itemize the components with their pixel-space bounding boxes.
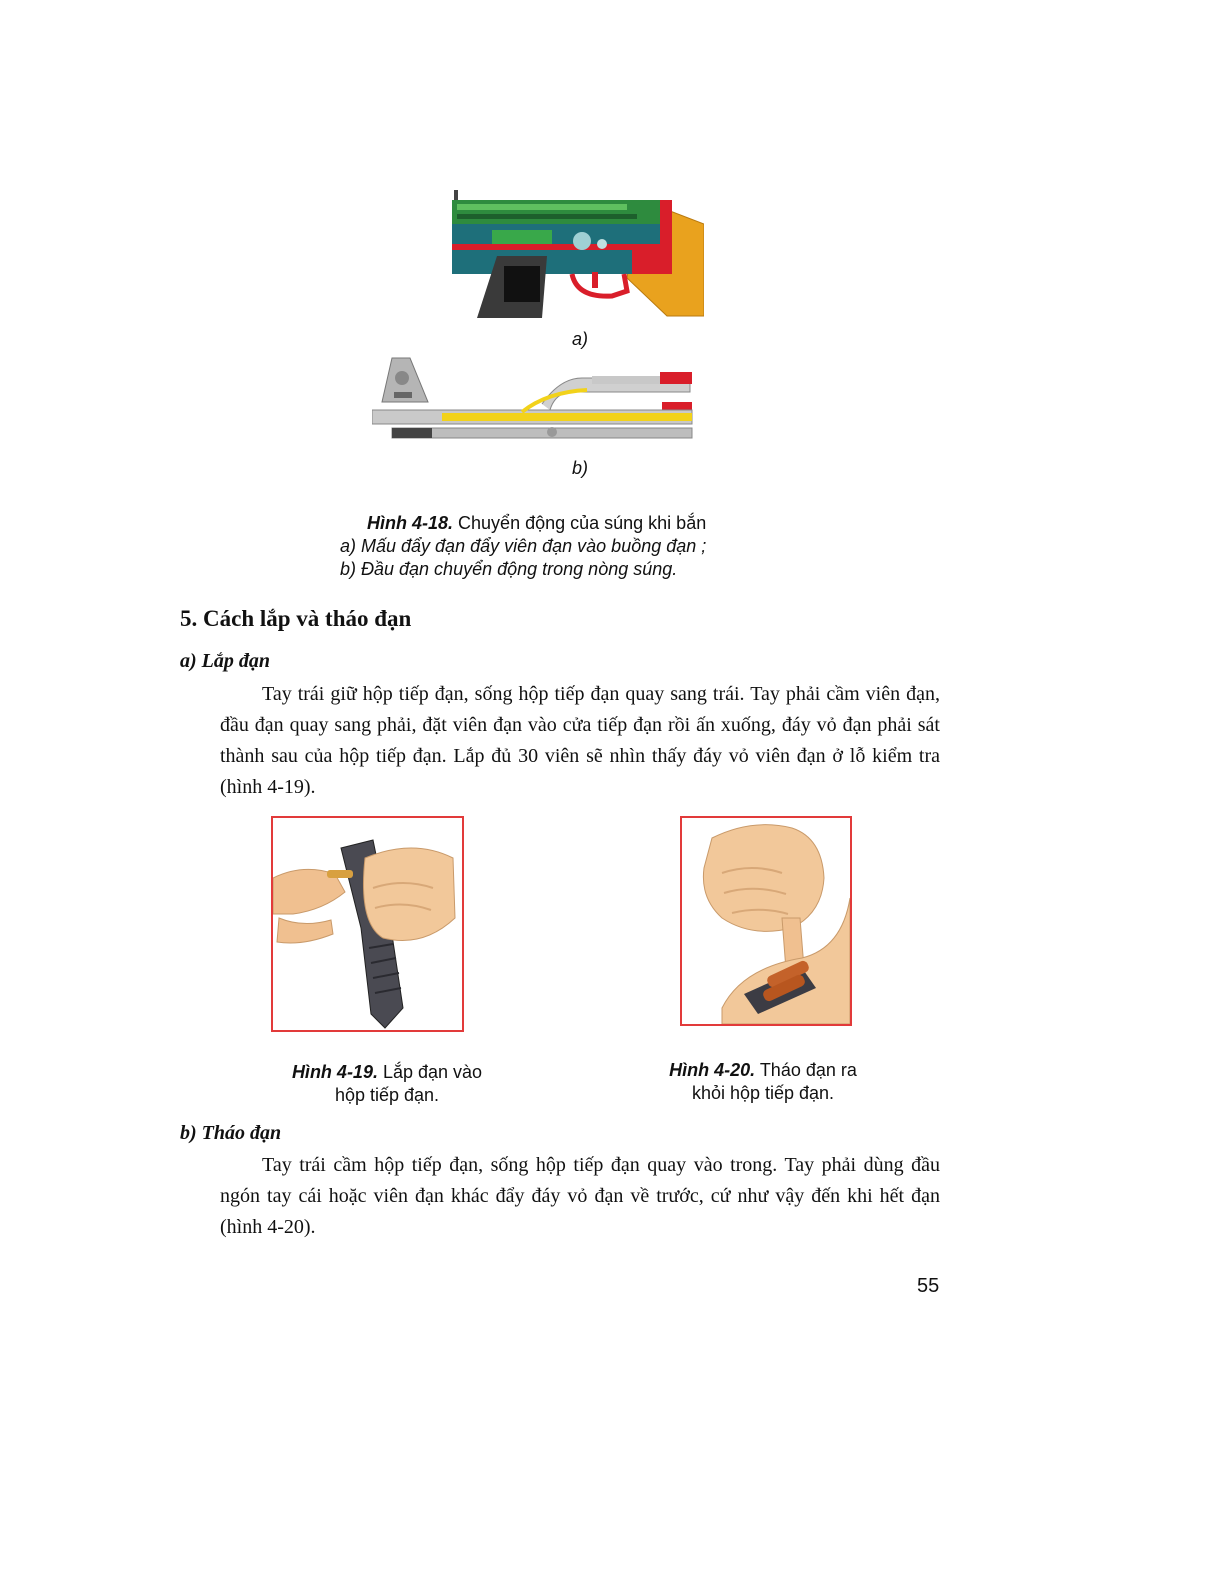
figure-4-18-line-a: a) Mấu đẩy đạn đẩy viên đạn vào buồng đạn ;: [340, 536, 707, 556]
figure-4-20-caption: [638, 1059, 888, 1105]
figure-4-18a-image: [452, 186, 704, 318]
figure-4-18-number: Hình 4-18.: [367, 513, 454, 533]
figure-4-18a-label: a): [572, 329, 589, 349]
figure-4-18b-image: [372, 352, 704, 444]
figure-4-18-title: Chuyển động của súng khi bắn: [453, 513, 707, 533]
figure-4-20-image: [680, 816, 852, 1026]
subsection-a-title: a) Lắp đạn: [180, 650, 270, 672]
figure-4-20-text-line1: Tháo đạn ra: [755, 1060, 857, 1080]
figure-4-20-number: Hình 4-20.: [669, 1060, 756, 1080]
figure-4-18-caption: [340, 512, 760, 581]
section-heading: 5. Cách lắp và tháo đạn: [180, 606, 412, 631]
figure-4-19-caption: [262, 1061, 512, 1107]
page-number: 55: [917, 1275, 940, 1297]
figure-4-18b-label: b): [572, 458, 589, 478]
figure-4-19-number: Hình 4-19.: [291, 1062, 378, 1082]
figure-4-19-text-line1: Lắp đạn vào: [377, 1062, 483, 1082]
subsection-b-text: Tay trái cầm hộp tiếp đạn, sống hộp tiếp đạn quay vào trong. Tay phải dùng đầu ngón tay cái hoặc viên đạn khác đẩy đáy vỏ đạn về trước, cứ như vậy đến khi hết đạn (hình 4-20).: [220, 1154, 940, 1238]
figure-4-19-image: [271, 816, 464, 1032]
figure-4-19-text-line2: hộp tiếp đạn.: [334, 1085, 440, 1105]
subsection-a-text: Tay trái giữ hộp tiếp đạn, sống hộp tiếp đạn quay sang trái. Tay phải cầm viên đạn, đầu đạn quay sang phải, đặt viên đạn vào cửa tiếp đạn rồi ấn xuống, đáy vỏ đạn phải sát thành sau của hộp tiếp đạn. Lắp đủ 30 viên sẽ nhìn thấy đáy vỏ viên đạn ở lỗ kiểm tra (hình 4-19).: [220, 683, 940, 798]
figure-4-18-line-b: b) Đầu đạn chuyển động trong nòng súng.: [340, 559, 678, 579]
figure-4-20-text-line2: khỏi hộp tiếp đạn.: [691, 1083, 835, 1103]
subsection-b-title: b) Tháo đạn: [180, 1122, 282, 1144]
